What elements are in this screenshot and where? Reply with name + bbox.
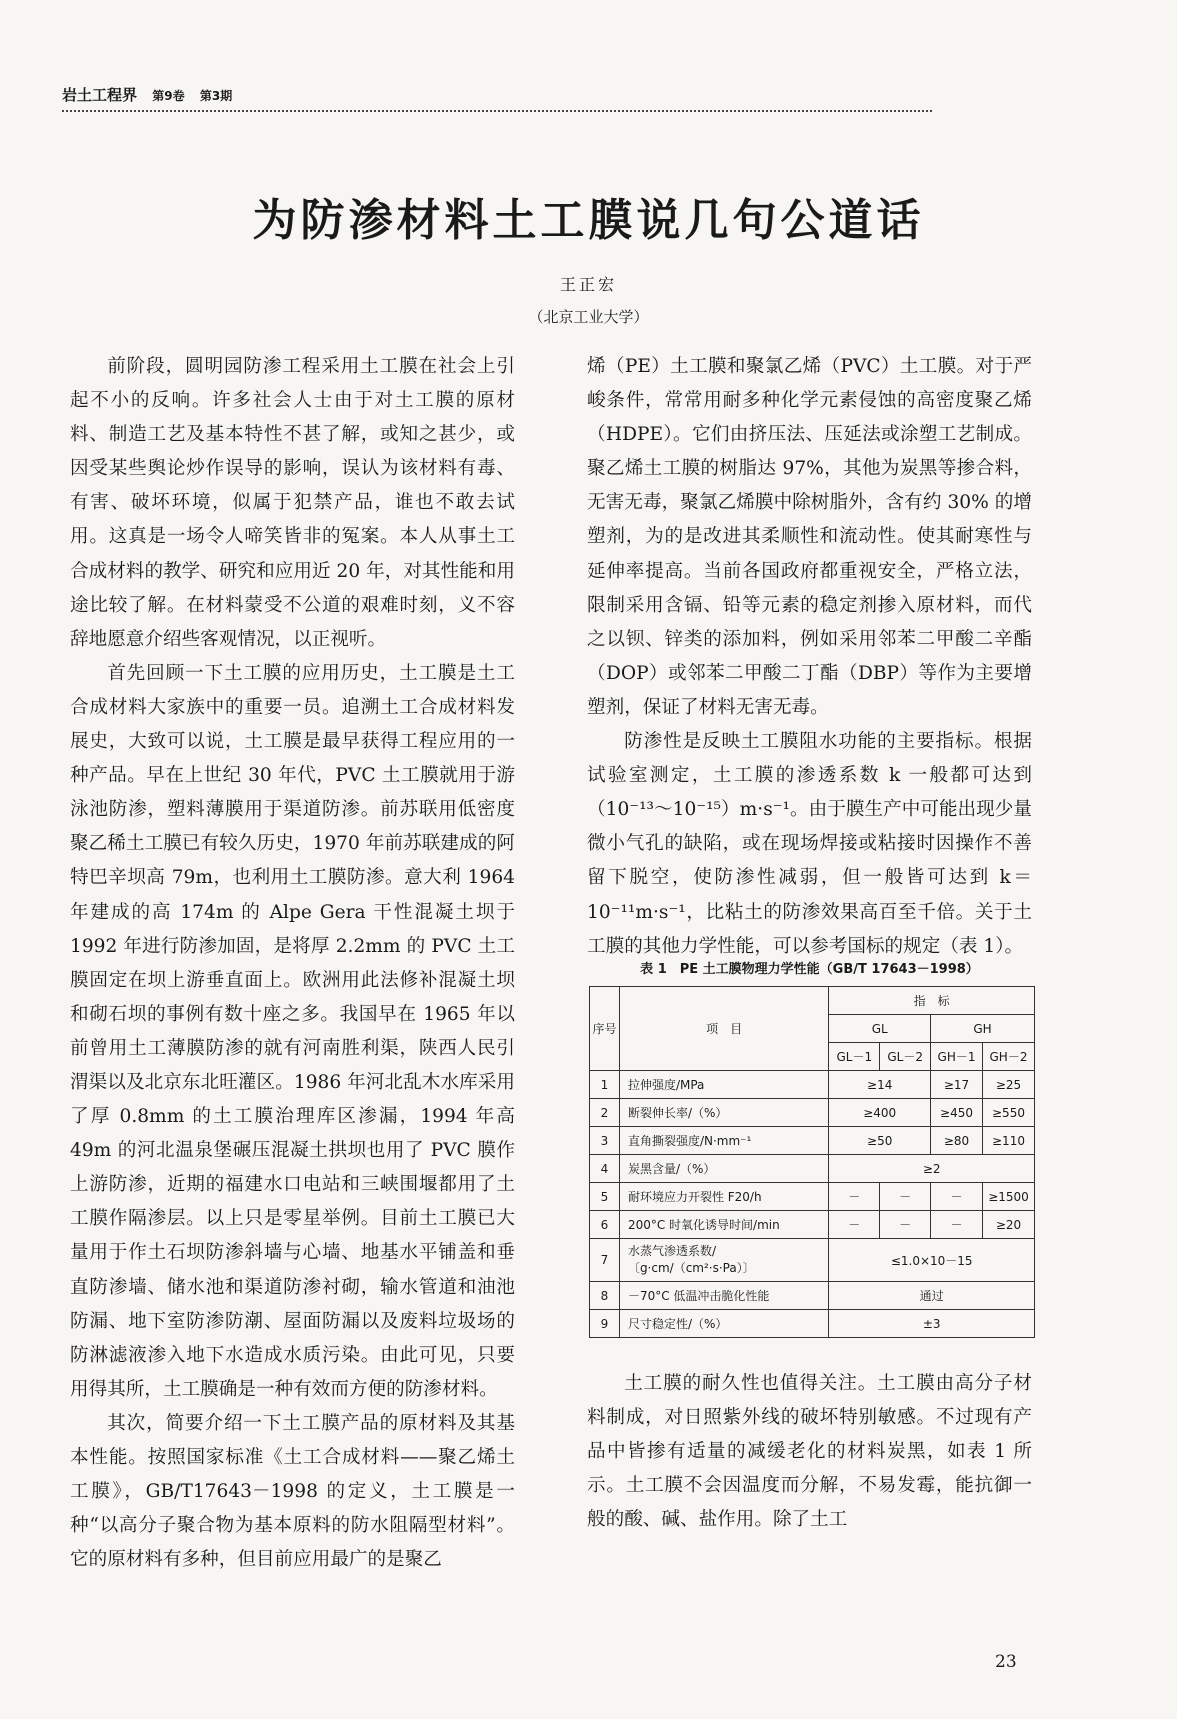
table-row (590, 1183, 1035, 1211)
row-item: 断裂伸长率/（%） (619, 1099, 828, 1127)
header-gh1: GH－1 (931, 1043, 983, 1071)
cell-gl: ≥50 (829, 1127, 931, 1155)
paragraph: 首先回顾一下土工膜的应用历史，土工膜是土工合成材料大家族中的重要一员。追溯土工合成材料发展史，大致可以说，土工膜是最早获得工程应用的一种产品。早在上世纪 30 年代，PVC 土工膜就用于游泳池防渗，塑料薄膜用于渠道防渗。前苏联用低密度聚乙稀土工膜已有较久历史，1970 年前苏联建成的阿特巴辛坝高 79m，也利用土工膜防渗。意大利 1964 年建成的高 174m 的 Alpe Gera 干性混凝土坝于 1992 年进行防渗加固，是将厚 2.2mm 的 PVC 土工膜固定在坝上游垂直面上。欧洲用此法修补混凝土坝和砌石坝的事例有数十座之多。我国早在 1965 年以前曾用土工薄膜防渗的就有河南胜利渠，陕西人民引渭渠以及北京东北旺灌区。1986 年河北乱木水库采用了厚 0.8mm 的土工膜治理库区渗漏，1994 年高 49m 的河北温泉堡碾压混凝土拱坝也用了 PVC 膜作上游防渗，近期的福建水口电站和三峡围堰都用了土工膜作隔渗层。以上只是零星举例。目前土工膜已大量用于作土石坝防渗斜墙与心墙、地基水平铺盖和垂直防渗墙、储水池和渠道防渗衬砌，输水管道和油池防漏、地下室防渗防潮、屋面防漏以及废料垃圾场的防淋滤液渗入地下水造成水质污染。由此可见，只要用得其所，土工膜确是一种有效而方便的防渗材料。 (70, 662, 515, 1400)
right-column-bottom (587, 1367, 1032, 1537)
table-row (590, 1282, 1035, 1310)
table-caption: 表 1 PE 土工膜物理力学性能（GB/T 17643－1998） (640, 962, 979, 977)
cell-gh2: ≥1500 (982, 1183, 1034, 1211)
cell-gh1: － (931, 1211, 983, 1239)
table-header-row (590, 987, 1035, 1015)
table-row (590, 1239, 1035, 1282)
cell-gh1: ≥17 (931, 1071, 983, 1099)
row-item: 直角撕裂强度/N·mm⁻¹ (619, 1127, 828, 1155)
cell-gl: ≥14 (829, 1071, 931, 1099)
row-item: 尺寸稳定性/（%） (619, 1310, 828, 1338)
cell-gh2: ≥550 (982, 1099, 1034, 1127)
paragraph: 防渗性是反映土工膜阻水功能的主要指标。根据试验室测定，土工膜的渗透系数 k 一般都可达到（10⁻¹³～10⁻¹⁵）m·s⁻¹。由于膜生产中可能出现少量微小气孔的缺陷，或在现场焊接或粘接时因操作不善留下脱空，使防渗性减弱，但一般皆可达到 k＝10⁻¹¹m·s⁻¹，比粘土的防渗效果高百至千倍。关于土工膜的其他力学性能，可以参考国标的规定（表 1）。 (587, 731, 1032, 957)
table-row (590, 1127, 1035, 1155)
header-seq: 序号 (590, 987, 620, 1071)
table-row (590, 1099, 1035, 1127)
header-gl2: GL－2 (880, 1043, 931, 1071)
row-number: 7 (590, 1239, 620, 1282)
row-number: 2 (590, 1099, 620, 1127)
header-gh2: GH－2 (982, 1043, 1034, 1071)
cell-gl2: － (880, 1211, 931, 1239)
row-item: 耐环境应力开裂性 F20/h (619, 1183, 828, 1211)
volume-label: 第9卷 (152, 89, 185, 103)
header-divider (62, 110, 932, 112)
cell-all: ≤1.0×10－15 (829, 1239, 1035, 1282)
row-item: 拉伸强度/MPa (619, 1071, 828, 1099)
cell-gh2: ≥20 (982, 1211, 1034, 1239)
author-name: 王正宏 (559, 275, 617, 294)
row-number: 6 (590, 1211, 620, 1239)
cell-gl1: － (829, 1183, 880, 1211)
page-number: 23 (995, 1652, 1017, 1672)
row-number: 8 (590, 1282, 620, 1310)
journal-name: 岩土工程界 (62, 86, 138, 104)
article-title: 为防渗材料土工膜说几句公道话 (252, 195, 925, 246)
paragraph: 土工膜的耐久性也值得关注。土工膜由高分子材料制成，对日照紫外线的破坏特别敏感。不过现有产品中皆掺有适量的减缓老化的材料炭黑，如表 1 所示。土工膜不会因温度而分解，不易发霉，能抗御一般的酸、碱、盐作用。除了土工 (587, 1373, 1032, 1531)
table-row (590, 1310, 1035, 1338)
header-gl1: GL－1 (829, 1043, 880, 1071)
row-item-unit: 〔g·cm/（cm²·s·Pa）〕 (627, 1261, 755, 1275)
table-row (590, 1211, 1035, 1239)
cell-gh1: － (931, 1183, 983, 1211)
cell-gh2: ≥25 (982, 1071, 1034, 1099)
header-item: 项 目 (619, 987, 828, 1071)
row-number: 3 (590, 1127, 620, 1155)
row-item-line: 水蒸气渗透系数/ (627, 1244, 716, 1258)
cell-gh2: ≥110 (982, 1127, 1034, 1155)
cell-all: ≥2 (829, 1155, 1035, 1183)
paragraph: 烯（PE）土工膜和聚氯乙烯（PVC）土工膜。对于严峻条件，常常用耐多种化学元素侵蚀的高密度聚乙烯（HDPE）。它们由挤压法、压延法或涂塑工艺制成。聚乙烯土工膜的树脂达 97%，其他为炭黑等掺合料，无害无毒，聚氯乙烯膜中除树脂外，含有约 30% 的增塑剂，为的是改进其柔顺性和流动性。使其耐寒性与延伸率提高。当前各国政府都重视安全，严格立法，限制采用含镉、铅等元素的稳定剂掺入原材料，而代之以钡、锌类的添加料，例如采用邻苯二甲酸二辛酯（DOP）或邻苯二甲酸二丁酯（DBP）等作为主要增塑剂，保证了材料无害无毒。 (587, 356, 1032, 718)
row-number: 1 (590, 1071, 620, 1099)
header-spec: 指 标 (829, 987, 1035, 1015)
row-number: 4 (590, 1155, 620, 1183)
cell-all: 通过 (829, 1282, 1035, 1310)
paragraph: 其次，简要介绍一下土工膜产品的原材料及其基本性能。按照国家标准《土工合成材料——聚乙烯土工膜》，GB/T17643－1998 的定义，土工膜是一种“以高分子聚合物为基本原料的防水阻隔型材料”。它的原材料有多种，但目前应用最广的是聚乙 (70, 1412, 515, 1571)
row-item: 炭黑含量/（%） (619, 1155, 828, 1183)
row-item: 200°C 时氧化诱导时间/min (619, 1211, 828, 1239)
cell-gl2: － (880, 1183, 931, 1211)
table-row (590, 1155, 1035, 1183)
right-column-top (587, 350, 1032, 964)
table-row (590, 1071, 1035, 1099)
left-column (70, 350, 515, 1577)
cell-gh1: ≥450 (931, 1099, 983, 1127)
cell-gh1: ≥80 (931, 1127, 983, 1155)
cell-gl: ≥400 (829, 1099, 931, 1127)
cell-all: ±3 (829, 1310, 1035, 1338)
row-number: 5 (590, 1183, 620, 1211)
author-affiliation: （北京工业大学） (528, 308, 649, 326)
row-number: 9 (590, 1310, 620, 1338)
header-gh: GH (931, 1015, 1035, 1043)
header-gl: GL (829, 1015, 931, 1043)
properties-table (589, 986, 1035, 1338)
cell-gl1: － (829, 1211, 880, 1239)
running-header (62, 84, 932, 105)
issue-label: 第3期 (199, 89, 233, 103)
paragraph: 前阶段，圆明园防渗工程采用土工膜在社会上引起不小的反响。许多社会人士由于对土工膜的原材料、制造工艺及基本特性不甚了解，或知之甚少，或因受某些舆论炒作误导的影响，误认为该材料有毒、有害、破坏环境，似属于犯禁产品，谁也不敢去试用。这真是一场令人啼笑皆非的冤案。本人从事土工合成材料的教学、研究和应用近 20 年，对其性能和用途比较了解。在材料蒙受不公道的艰难时刻，义不容辞地愿意介绍些客观情况，以正视听。 (70, 356, 515, 650)
row-item: －70°C 低温冲击脆化性能 (619, 1282, 828, 1310)
row-item (619, 1239, 828, 1282)
